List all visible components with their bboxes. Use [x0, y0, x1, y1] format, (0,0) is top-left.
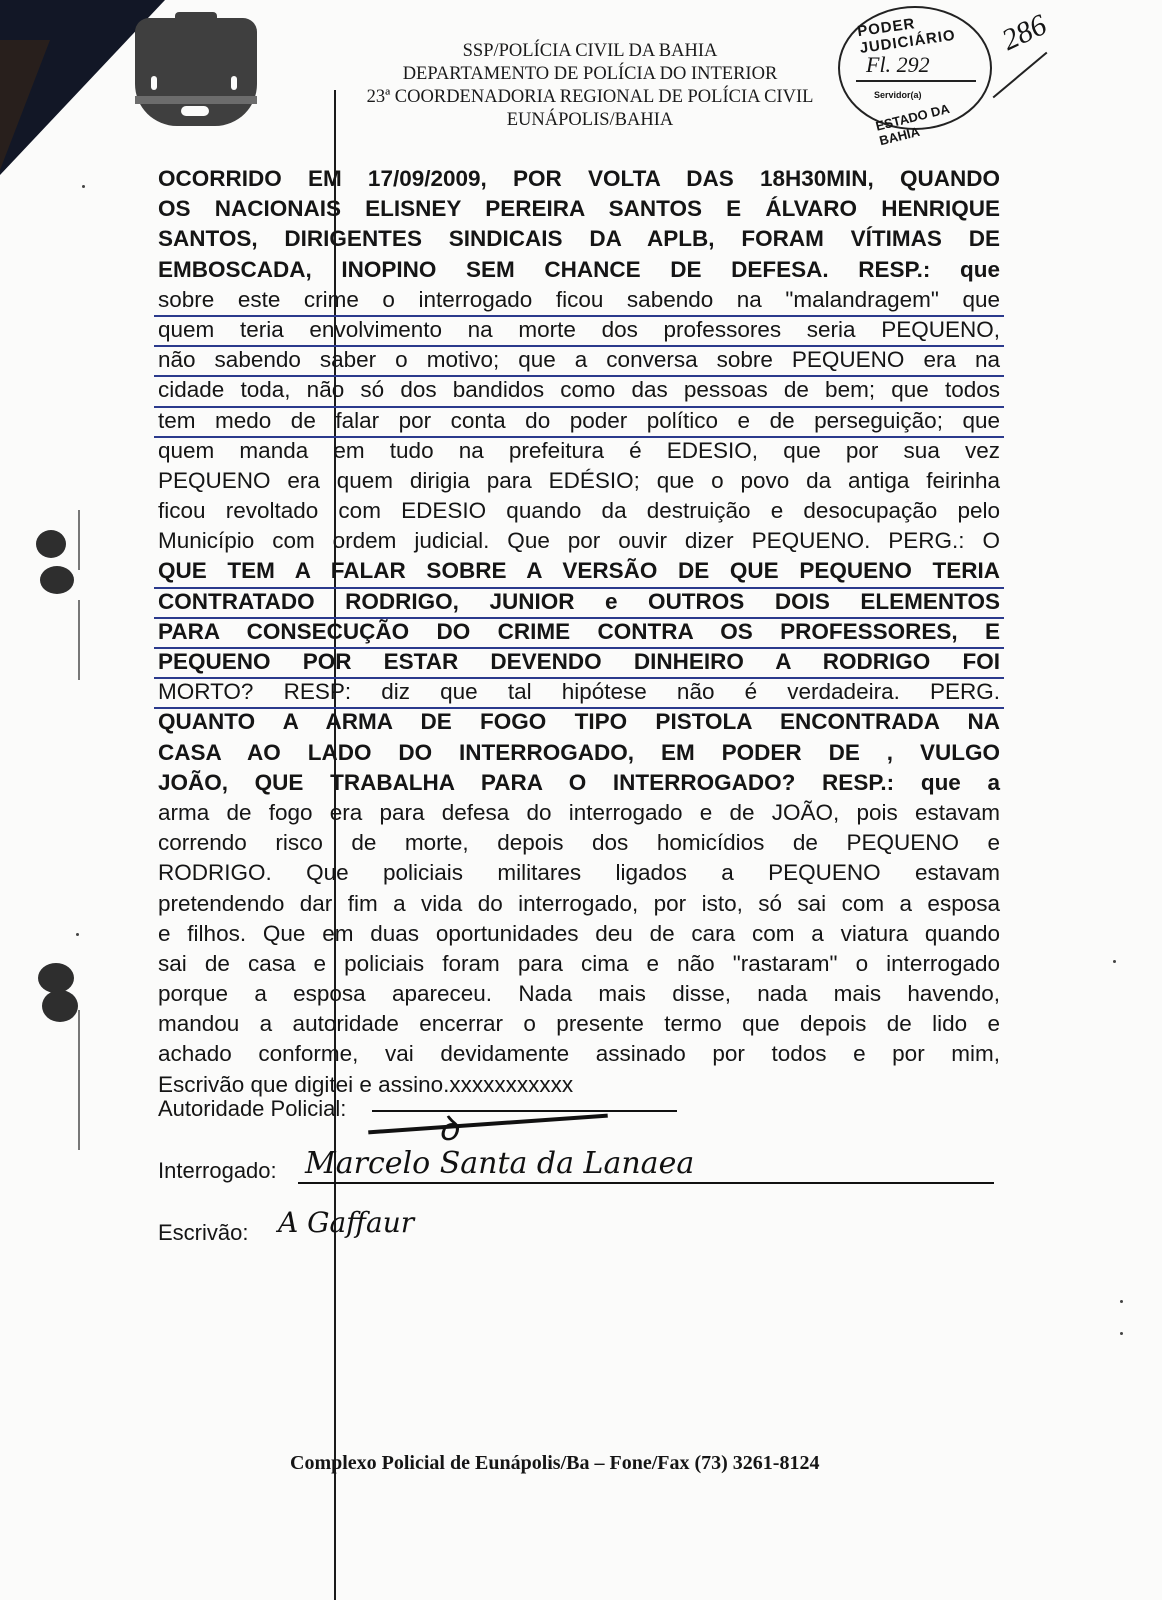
body-line-underlined: QUE TEM A FALAR SOBRE A VERSÃO DE QUE PEQUENO TERIA — [158, 556, 1000, 586]
body-line: mandou a autoridade encerrar o presente termo que depois de lido e — [158, 1011, 1000, 1037]
handwritten-page-number: 286 — [996, 8, 1052, 58]
signature-clerk — [158, 1220, 248, 1246]
signature-authority — [158, 1096, 346, 1122]
punch-hole-icon — [38, 963, 74, 993]
signature-interrogated — [158, 1158, 277, 1184]
document-header — [290, 40, 890, 132]
body-line: ficou revoltado com EDESIO quando da destruição e desocupação pelo — [158, 498, 1000, 524]
body-line: arma de fogo era para defesa do interrogado e de JOÃO, pois estavam — [158, 799, 1000, 825]
stamp-folio-label: Fl. — [866, 52, 892, 77]
body-line: CASA AO LADO DO INTERROGADO, EM PODER DE , VULGO — [158, 739, 1000, 765]
body-line: achado conforme, vai devidamente assinado por todos e por mim, — [158, 1041, 1000, 1067]
header-line-city: EUNÁPOLIS/BAHIA — [506, 110, 674, 130]
clerk-signature: A Gaffaur — [278, 1206, 415, 1239]
stamp-bottom-text: ESTADO DA BAHIA — [874, 101, 951, 149]
header-line-coordination: 23ª COORDENADORIA REGIONAL DE POLÍCIA CIVIL — [366, 87, 814, 107]
authority-signature: ꝺ — [438, 1109, 459, 1149]
body-line: SANTOS, DIRIGENTES SINDICAIS DA APLB, FORAM VÍTIMAS DE — [158, 226, 1000, 252]
body-line-underlined: tem medo de falar por conta do poder político e de perseguição; que — [158, 406, 1000, 436]
body-line: porque a esposa apareceu. Nada mais disse, nada mais havendo, — [158, 981, 1000, 1007]
punch-hole-icon — [42, 990, 78, 1022]
binder-margin-line — [78, 600, 80, 680]
body-line: Município com ordem judicial. Que por ouvir dizer PEQUENO. PERG.: O — [158, 528, 1000, 554]
interrogated-signature: Marcelo Santa da Lanaea — [305, 1146, 695, 1181]
body-line: quem manda em tudo na prefeitura é EDESIO, que por sua vez — [158, 437, 1000, 463]
body-line: sai de casa e policiais foram para cima e não "rastaram" o interrogado — [158, 950, 1000, 976]
authority-label: Autoridade Policial: — [158, 1096, 347, 1121]
interrogated-label: Interrogado: — [158, 1158, 277, 1183]
body-line: QUANTO A ARMA DE FOGO TIPO PISTOLA ENCONTRADA NA — [158, 709, 1000, 735]
header-line-agency: SSP/POLÍCIA CIVIL DA BAHIA — [462, 41, 718, 61]
body-line-underlined: sobre este crime o interrogado ficou sabendo na "malandragem" que — [158, 285, 1000, 315]
interrogated-signature-line — [298, 1182, 994, 1184]
punch-hole-icon — [36, 530, 66, 558]
interrogation-body — [158, 164, 1000, 1100]
body-line: PEQUENO era quem dirigia para EDÉSIO; que o povo da antiga feirinha — [158, 467, 1000, 493]
binder-margin-line — [78, 1010, 80, 1150]
body-line-underlined: CONTRATADO RODRIGO, JUNIOR e OUTROS DOIS ELEMENTOS — [158, 587, 1000, 617]
body-line: RODRIGO. Que policiais militares ligados a PEQUENO estavam — [158, 860, 1000, 886]
authority-signature-stroke — [368, 1114, 608, 1135]
body-line: JOÃO, QUE TRABALHA PARA O INTERROGADO? RESP.: que a — [158, 769, 1000, 795]
body-line-underlined: não sabendo saber o motivo; que a conversa sobre PEQUENO era na — [158, 345, 1000, 375]
stamp-top-text: PODER JUDICIÁRIO — [856, 15, 957, 58]
scan-corner-shadow-brown — [0, 40, 50, 170]
stamp-folio — [866, 52, 930, 78]
body-line: e filhos. Que em duas oportunidades deu de cara com a viatura quando — [158, 920, 1000, 946]
body-line-underlined: cidade toda, não só dos bandidos como das pessoas de bem; que todos — [158, 375, 1000, 405]
body-line: OS NACIONAIS ELISNEY PEREIRA SANTOS E ÁLVARO HENRIQUE — [158, 196, 1000, 222]
body-line: OCORRIDO EM 17/09/2009, POR VOLTA DAS 18H30MIN, QUANDO — [158, 166, 1000, 191]
page-number-stroke — [993, 52, 1048, 99]
body-line-underlined: PEQUENO POR ESTAR DEVENDO DINHEIRO A RODRIGO FOI — [158, 647, 1000, 677]
authority-signature-line — [372, 1110, 677, 1112]
scan-speck — [1120, 1300, 1123, 1303]
binder-clip-icon — [135, 18, 257, 126]
scan-speck — [76, 933, 79, 936]
punch-hole-icon — [40, 566, 74, 594]
scan-speck — [1120, 1332, 1123, 1335]
body-line: pretendendo dar fim a vida do interrogado, por isto, só sai com a esposa — [158, 890, 1000, 916]
binder-margin-line — [78, 510, 80, 570]
clerk-label: Escrivão: — [158, 1220, 249, 1245]
stamp-servant-label: Servidor(a) — [874, 90, 922, 100]
document-footer: Complexo Policial de Eunápolis/Ba – Fone/Fax (73) 3261-8124 — [290, 1452, 820, 1474]
body-line-underlined: PARA CONSECUÇÃO DO CRIME CONTRA OS PROFESSORES, E — [158, 617, 1000, 647]
header-line-department: DEPARTAMENTO DE POLÍCIA DO INTERIOR — [402, 64, 778, 84]
stamp-folio-number: 292 — [896, 52, 930, 77]
scan-speck — [1113, 960, 1116, 963]
body-line-underlined: quem teria envolvimento na morte dos professores seria PEQUENO, — [158, 315, 1000, 345]
body-line: Escrivão que digitei e assino.xxxxxxxxxxx — [158, 1071, 574, 1097]
court-stamp — [838, 6, 992, 149]
scan-speck — [82, 185, 85, 188]
body-line-underlined: MORTO? RESP: diz que tal hipótese não é verdadeira. PERG. — [158, 677, 1000, 707]
body-line: EMBOSCADA, INOPINO SEM CHANCE DE DEFESA. RESP.: que — [158, 256, 1000, 282]
body-line: correndo risco de morte, depois dos homicídios de PEQUENO e — [158, 830, 1000, 856]
